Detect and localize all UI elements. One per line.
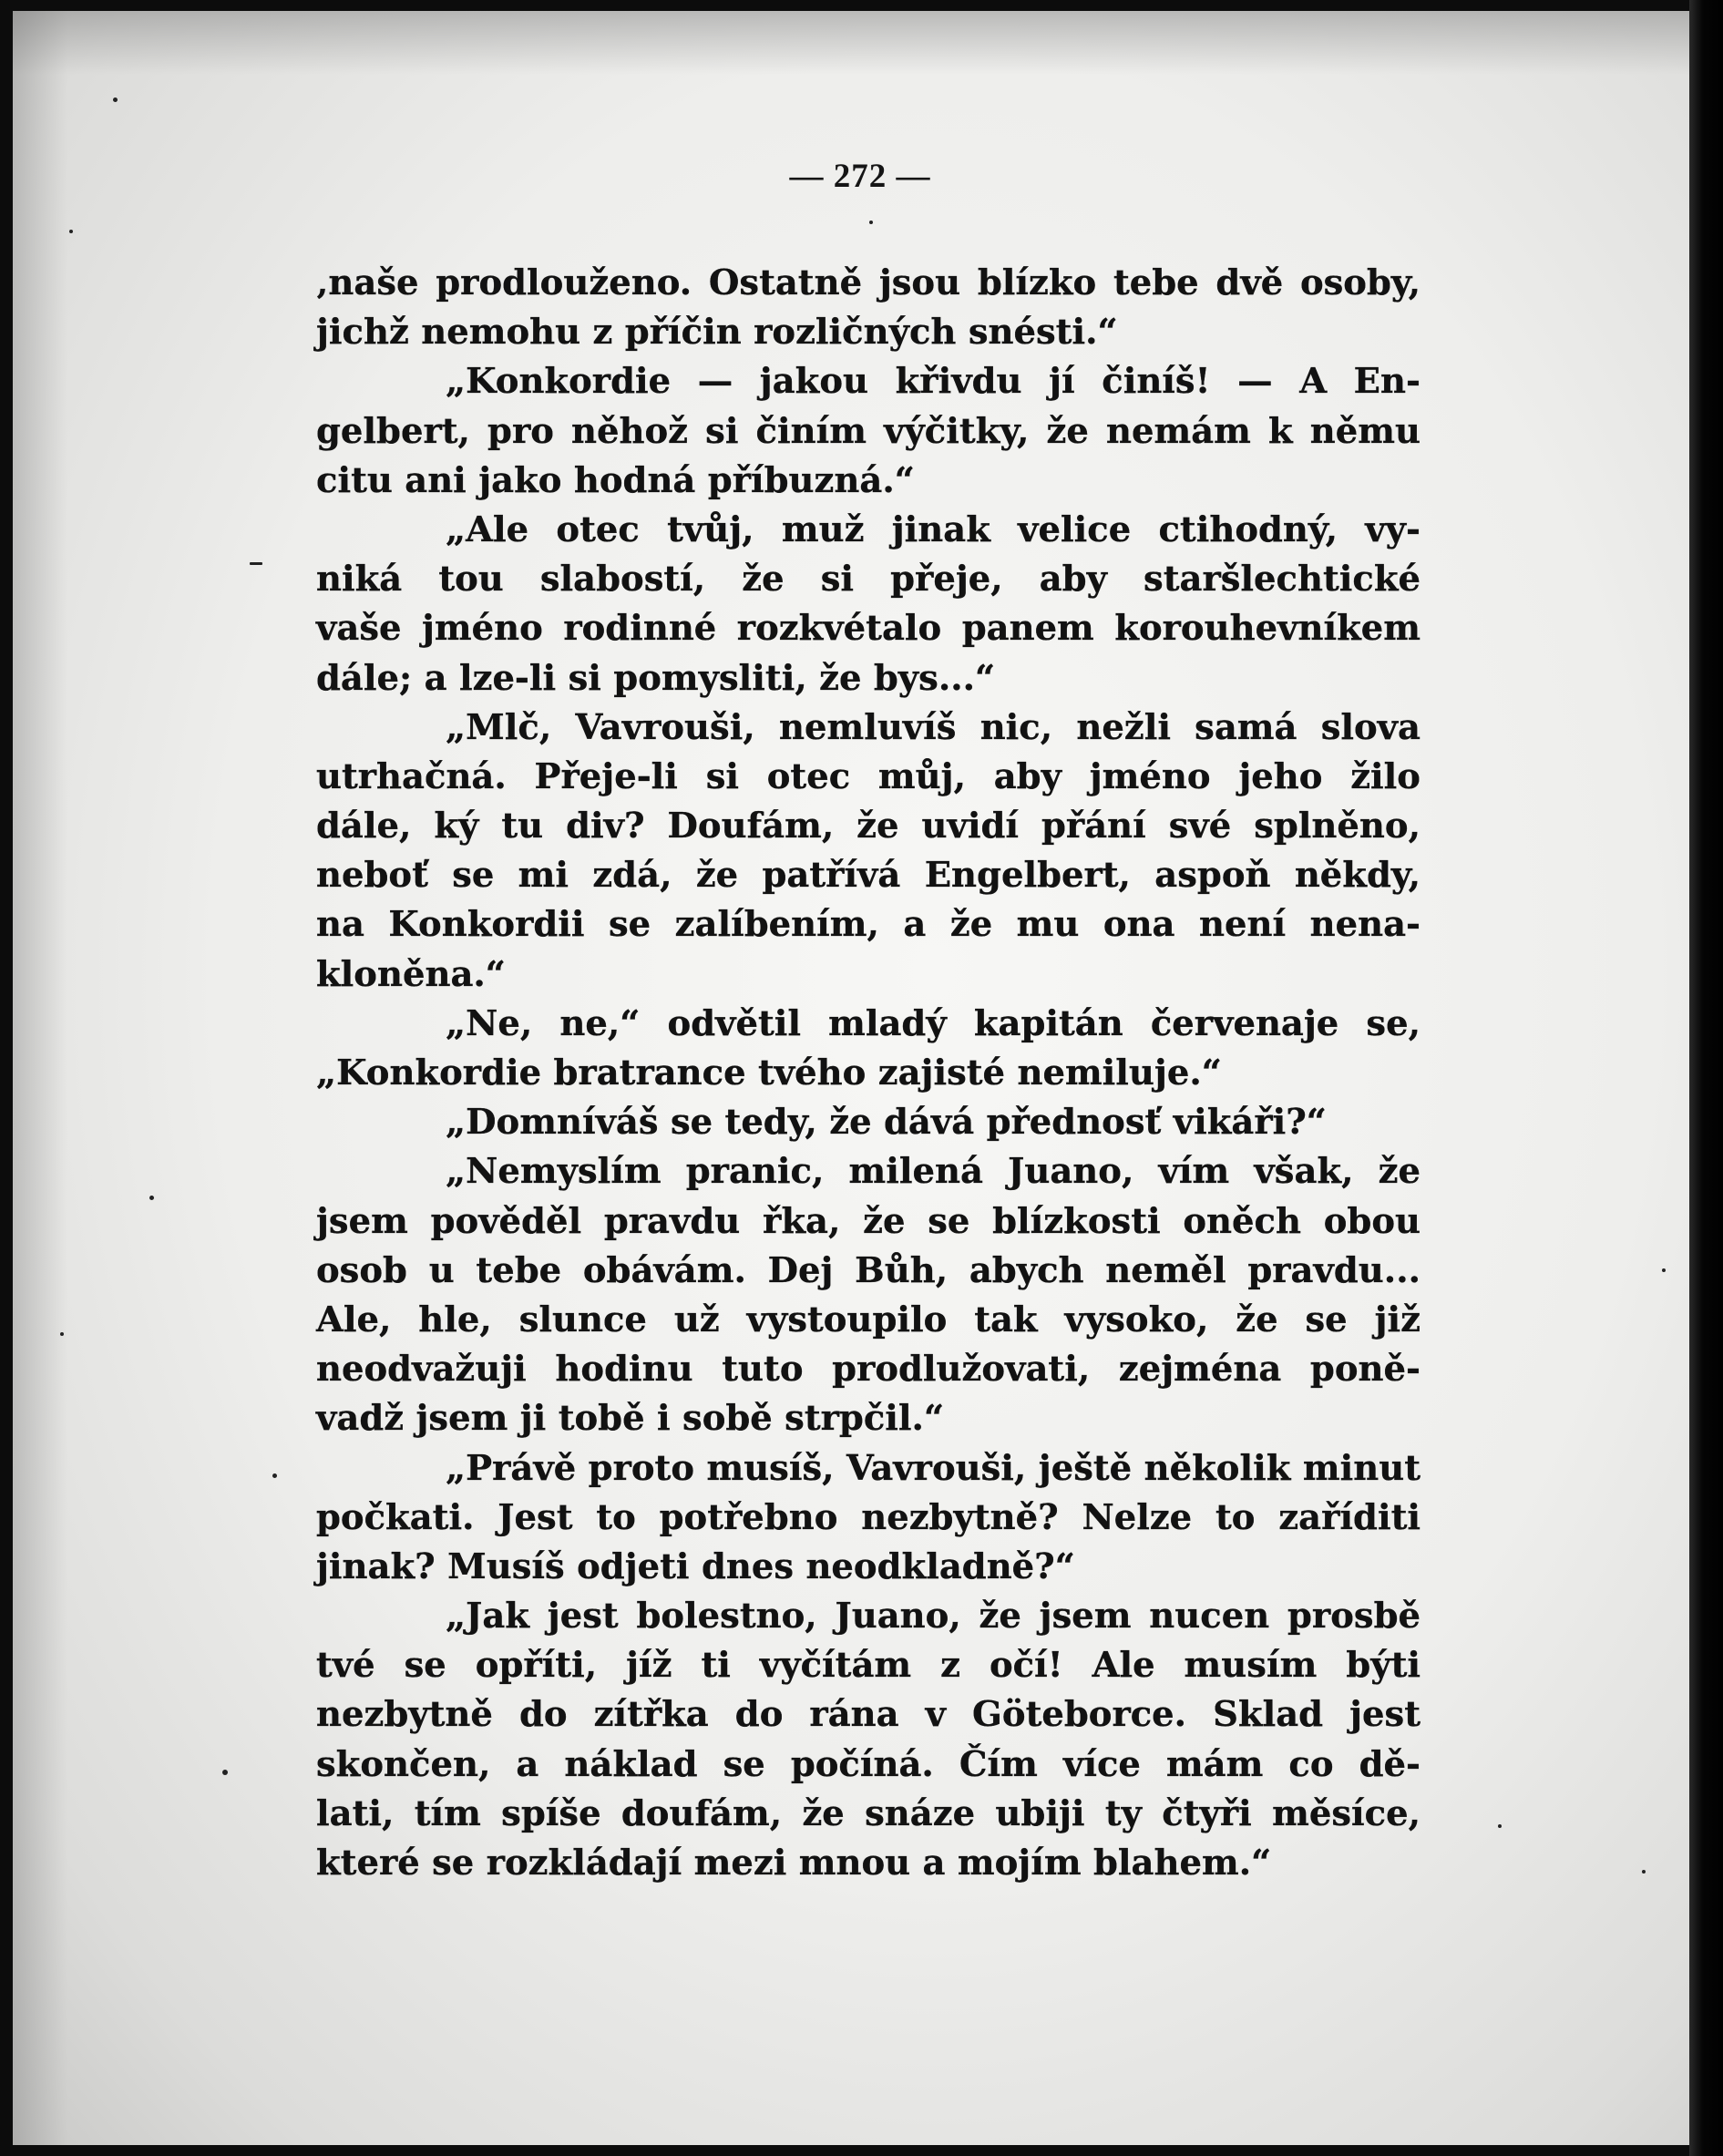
text-line: počkati. Jest to potřebno nezbytně? Nelze to zaříditi — [316, 1496, 1420, 1538]
page-edge-shadow-top — [13, 11, 1689, 75]
paper-speck — [1642, 1870, 1646, 1874]
paper-speck — [149, 1196, 154, 1200]
text-line: „Jak jest bolestno, Juano, že jsem nucen prosbě — [446, 1596, 1420, 1638]
text-line: „Ale otec tvůj, muž jinak velice ctihodný, vy- — [446, 508, 1420, 550]
text-line: jsem pověděl pravdu řka, že se blízkosti oněch obou — [316, 1200, 1420, 1242]
text-line: tvé se opříti, jíž ti vyčítám z očí! Ale musím býti — [316, 1645, 1420, 1687]
text-line: „Konkordie bratrance tvého zajisté nemiluje.“ — [316, 1052, 1222, 1093]
text-line: „Nemyslím pranic, milená Juano, vím však, že — [446, 1151, 1420, 1193]
paper-speck — [60, 1332, 64, 1336]
text-line: utrhačná. Přeje-li si otec můj, aby jméno jeho žilo — [316, 755, 1420, 797]
body-text — [316, 259, 1420, 1888]
paper-speck — [272, 1473, 277, 1478]
text-line: citu ani jako hodná příbuzná.“ — [316, 459, 915, 501]
text-line: neodvažuji hodinu tuto prodlužovati, zejména poně- — [316, 1349, 1420, 1391]
text-line: jinak? Musíš odjeti dnes neodkladně?“ — [316, 1545, 1075, 1587]
text-line: dále, ký tu div? Doufám, že uvidí přání své splněno, — [316, 806, 1420, 847]
paper-speck — [222, 1770, 228, 1775]
text-line: na Konkordii se zalíbením, a že mu ona není nena- — [316, 904, 1420, 946]
paper-speck — [250, 562, 262, 565]
text-line: „Konkordie — jakou křivdu jí činíš! — A En- — [446, 361, 1420, 403]
text-line: vadž jsem ji tobě i sobě strpčil.“ — [316, 1398, 945, 1440]
text-line: „Ne, ne,“ odvětil mladý kapitán červenaje se, — [446, 1002, 1420, 1044]
text-line: „Mlč, Vavrouši, nemluvíš nic, nežli samá slova — [446, 706, 1420, 748]
text-line: nezbytně do zítřka do rána v Göteborce. Sklad jest — [316, 1694, 1420, 1736]
text-line: neboť se mi zdá, že patřívá Engelbert, aspoň někdy, — [316, 855, 1420, 897]
text-line: skončen, a náklad se počíná. Čím více mám co dě- — [316, 1743, 1420, 1785]
text-line: které se rozkládají mezi mnou a mojím blahem.“ — [316, 1843, 1272, 1884]
book-page — [13, 11, 1689, 2145]
text-line: ‚naše prodlouženo. Ostatně jsou blízko tebe dvě osoby, — [316, 262, 1420, 303]
page-number: — 272 — — [789, 158, 931, 195]
page-edge-shadow-left — [13, 11, 67, 2145]
book-edge-dark — [1689, 0, 1723, 2156]
text-line: niká tou slabostí, že si přeje, aby staršlechtické — [316, 559, 1420, 601]
text-line: dále; a lze-li si pomysliti, že bys...“ — [316, 657, 996, 699]
text-line: „Právě proto musíš, Vavrouši, ještě několik minut — [446, 1447, 1420, 1489]
text-line: gelbert, pro něhož si činím výčitky, že nemám k němu — [316, 410, 1420, 452]
paper-speck — [113, 98, 118, 102]
text-line: vaše jméno rodinné rozkvétalo panem korouhevníkem — [316, 608, 1420, 650]
text-line: lati, tím spíše doufám, že snáze ubiji ty čtyři měsíce, — [316, 1792, 1420, 1834]
text-line: „Domníváš se tedy, že dává přednosť vikáři?“ — [446, 1102, 1327, 1144]
paper-speck — [1662, 1268, 1666, 1272]
paper-speck — [1498, 1824, 1502, 1828]
text-line: kloněna.“ — [316, 953, 506, 995]
paper-speck — [69, 230, 73, 233]
text-line: jichž nemohu z příčin rozličných snésti.“ — [316, 312, 1118, 354]
paper-speck — [869, 221, 873, 224]
text-line: osob u tebe obávám. Dej Bůh, abych neměl pravdu... — [316, 1249, 1420, 1291]
text-line: Ale, hle, slunce už vystoupilo tak vysoko, že se již — [316, 1299, 1420, 1340]
